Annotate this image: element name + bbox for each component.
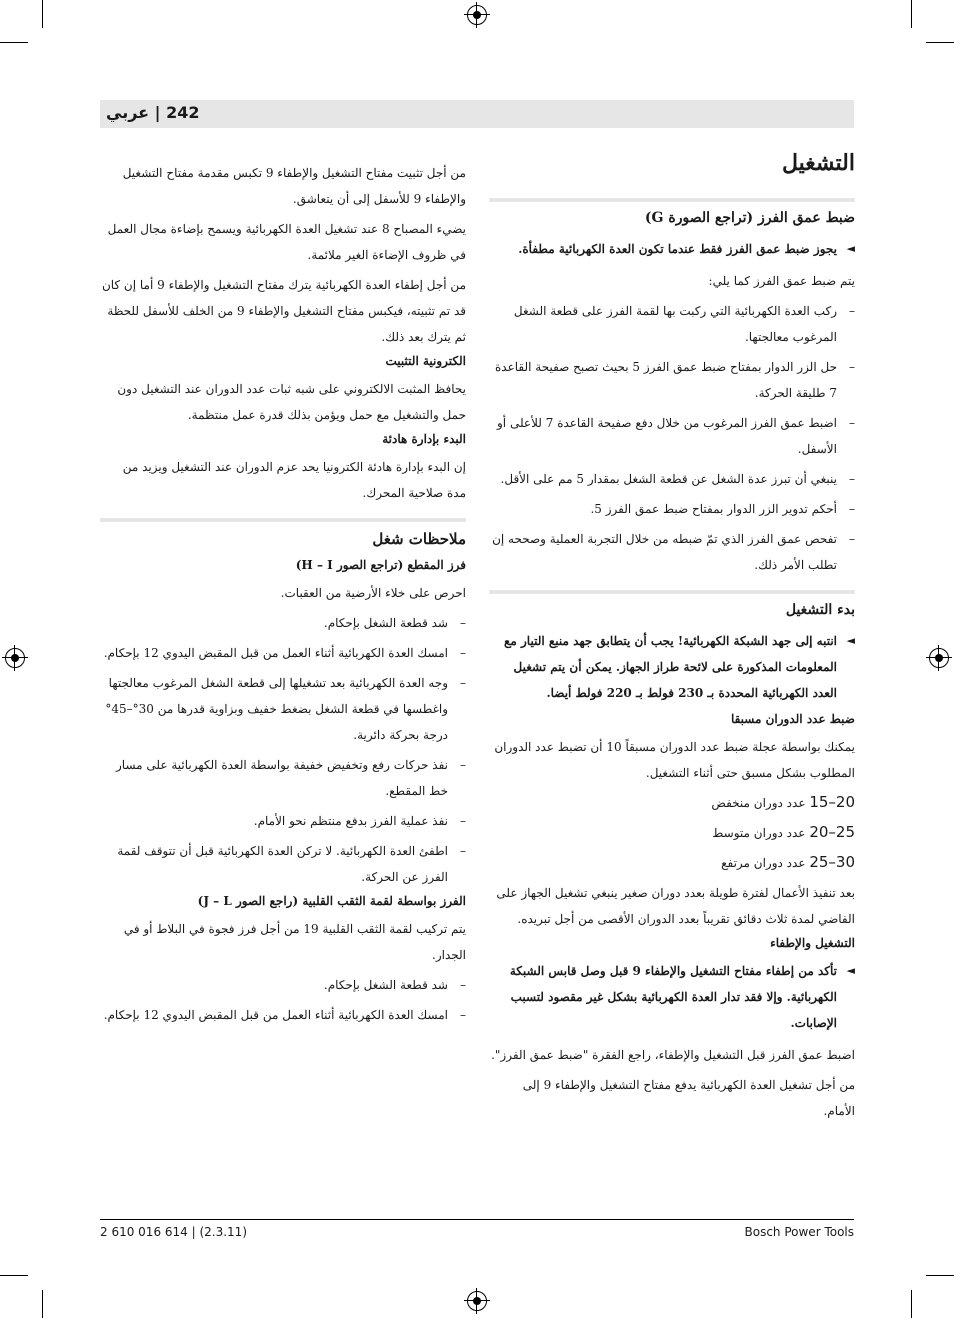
list-item: – شد قطعة الشغل بإحكام.	[323, 616, 466, 630]
list-item: – تفحص عمق الفرز الذي تمّ ضبطه من خلال التجربة العملية وصححه إن تطلب الأمر ذلك.	[492, 532, 855, 572]
section-title: التشغيل	[782, 150, 855, 176]
warning-arrow-icon: ◄	[846, 634, 855, 647]
speed-heading: ضبط عدد الدوران مسبقا	[730, 712, 855, 726]
list-item: – امسك العدة الكهربائية أثناء العمل من قبل المقبض اليدوي 12 بإحكام.	[103, 646, 466, 660]
list-item: – حل الزر الدوار بمفتاح ضبط عمق الفرز 5 بحيث تصبح صفيحة القاعدة 7 طليقة الحركة.	[494, 360, 855, 400]
soft-heading: البدء بإدارة هادئة	[382, 432, 466, 446]
section-rule	[100, 518, 466, 522]
crop-mark	[0, 1275, 28, 1276]
crop-mark	[911, 0, 912, 28]
warning-arrow-icon: ◄	[846, 242, 855, 255]
list-item: – ينبغي أن تبرز عدة الشغل عن قطعة الشغل بمقدار 5 مم على الأقل.	[500, 472, 855, 486]
document-number: 2 610 016 614 | (2.3.11)	[100, 1225, 247, 1239]
registration-mark-icon	[467, 1291, 487, 1311]
depth-warning: ◄ يجوز ضبط عمق الفرز فقط عندما تكون العدة الكهربائية مطفأة.	[489, 236, 855, 262]
paragraph: يضيء المصباح 8 عند تشغيل العدة الكهربائية ويسمح بإضاءة مجال العمل في ظروف الإضاءة الغير ملائمة.	[107, 222, 466, 262]
core-intro: يتم تركيب لقمة الثقب القلبية 19 من أجل فرز فجوة في البلاط أو في الجدار.	[123, 922, 466, 962]
list-item: – اضبط عمق الفرز المرغوب من خلال دفع صفيحة القاعدة 7 للأعلى أو الأسفل.	[497, 416, 855, 456]
list-item: – وجه العدة الكهربائية بعد تشغيلها إلى قطعة الشغل المرغوب معالجتها واغطسها في قطعة الشغل بضغط خفيف وبزاوية قدرها من 30°–45° درجة بحركة دائرية.	[105, 676, 466, 742]
core-heading: الفرز بواسطة لقمة الثقب القلبية (راجع الصور J – L)	[197, 894, 466, 908]
brand-name: Bosch Power Tools	[744, 1225, 854, 1239]
soft-text: إن البدء بإدارة هادئة الكترونيا يحد عزم الدوران عند التشغيل ويزيد من مدة صلاحية المحرك.	[122, 460, 466, 500]
speed-range: 15–20 عدد دوران منخفض	[711, 793, 855, 811]
page-header	[100, 100, 854, 128]
speed-range: 25–30 عدد دوران مرتفع	[721, 853, 855, 871]
registration-mark-icon	[929, 648, 949, 668]
warning-arrow-icon: ◄	[846, 964, 855, 977]
crop-mark	[0, 42, 28, 43]
onoff-paragraph: اضبط عمق الفرز قبل التشغيل والإطفاء، راجع الفقرة "ضبط عمق الفرز".	[491, 1048, 855, 1062]
right-column	[489, 150, 855, 1128]
crop-mark	[926, 1275, 954, 1276]
page-number: 242 | عربي	[106, 103, 200, 122]
list-item: – شد قطعة الشغل بإحكام.	[323, 978, 466, 992]
cut-intro: احرص على خلاء الأرضية من العقبات.	[280, 586, 466, 600]
crop-mark	[42, 0, 43, 28]
depth-heading: ضبط عمق الفرز (تراجع الصورة G)	[644, 210, 855, 226]
elec-text: يحافظ المثبت الالكتروني على شبه ثبات عدد الدوران عند التشغيل دون حمل والتشغيل مع حمل ويؤمن بذلك قدرة عمل منتظمة.	[117, 382, 466, 422]
depth-intro: يتم ضبط عمق الفرز كما يلي:	[708, 274, 855, 288]
cut-heading: فرز المقطع (تراجع الصور H – I)	[295, 558, 466, 572]
section-rule	[489, 198, 855, 202]
paragraph: من أجل تثبيت مفتاح التشغيل والإطفاء 9 تكبس مقدمة مفتاح التشغيل والإطفاء 9 للأسفل إلى أن يتعاشق.	[122, 166, 466, 206]
speed-text: يمكنك بواسطة عجلة ضبط عدد الدوران مسبقاً 10 أن تضبط عدد الدوران المطلوب بشكل مسبق حتى أثناء التشغيل.	[494, 740, 855, 780]
list-item: – نفذ حركات رفع وتخفيض خفيفة بواسطة العدة الكهربائية على مسار خط المقطع.	[116, 758, 466, 798]
notes-heading: ملاحظات شغل	[372, 530, 466, 548]
list-item: – اطفئ العدة الكهربائية. لا تركن العدة الكهربائية قبل أن تتوقف لقمة الفرز عن الحركة.	[117, 844, 466, 884]
paragraph: من أجل إطفاء العدة الكهربائية يترك مفتاح التشغيل والإطفاء 9 أما إن كان قد تم تثبيته، فيكبس مفتاح التشغيل والإطفاء 9 من الخلف للأسفل للحظة ثم يترك بعد ذلك.	[101, 278, 466, 344]
speed-after: بعد تنفيذ الأعمال لفترة طويلة بعدد دوران صغير ينبغي تشغيل الجهاز على الفاضي لمدة ثلاث دقائق تقريباً بعدد الدوران الأقصى من أجل تبريده.	[496, 886, 855, 926]
crop-mark	[42, 1290, 43, 1318]
list-item: – نفذ عملية الفرز بدفع منتظم نحو الأمام.	[253, 814, 466, 828]
registration-mark-icon	[467, 5, 487, 25]
crop-mark	[911, 1290, 912, 1318]
onoff-paragraph: من أجل تشغيل العدة الكهربائية يدفع مفتاح التشغيل والإطفاء 9 إلى الأمام.	[522, 1078, 855, 1118]
start-heading: بدء التشغيل	[785, 602, 855, 618]
start-warning: ◄ انتبه إلى جهد الشبكة الكهربائية! يجب أن يتطابق جهد منبع التيار مع المعلومات المذكورة على لائحة طراز الجهاز. يمكن أن يتم تشغيل العدد الكهربائية المحددة بـ 230 فولط بـ 220 فولط أيضا.	[489, 628, 855, 706]
speed-range: 20–25 عدد دوران متوسط	[712, 823, 855, 841]
list-item: – امسك العدة الكهربائية أثناء العمل من قبل المقبض اليدوي 12 بإحكام.	[103, 1008, 466, 1022]
left-column	[100, 160, 466, 1032]
list-item: – ركب العدة الكهربائية التي ركبت بها لقمة الفرز على قطعة الشغل المرغوب معالجتها.	[513, 304, 855, 344]
page-footer	[100, 1219, 854, 1239]
registration-mark-icon	[5, 648, 25, 668]
onoff-warning: ◄ تأكد من إطفاء مفتاح التشغيل والإطفاء 9 قبل وصل قابس الشبكة الكهربائية. وإلا فقد تدار العدة الكهربائية بشكل غير مقصود لتسبب الإصابات.	[489, 958, 855, 1036]
onoff-heading: التشغيل والإطفاء	[770, 936, 855, 950]
list-item: – أحكم تدوير الزر الدوار بمفتاح ضبط عمق الفرز 5.	[590, 502, 855, 516]
section-rule	[489, 590, 855, 594]
elec-heading: الكترونية التثبيت	[385, 354, 466, 368]
crop-mark	[926, 42, 954, 43]
